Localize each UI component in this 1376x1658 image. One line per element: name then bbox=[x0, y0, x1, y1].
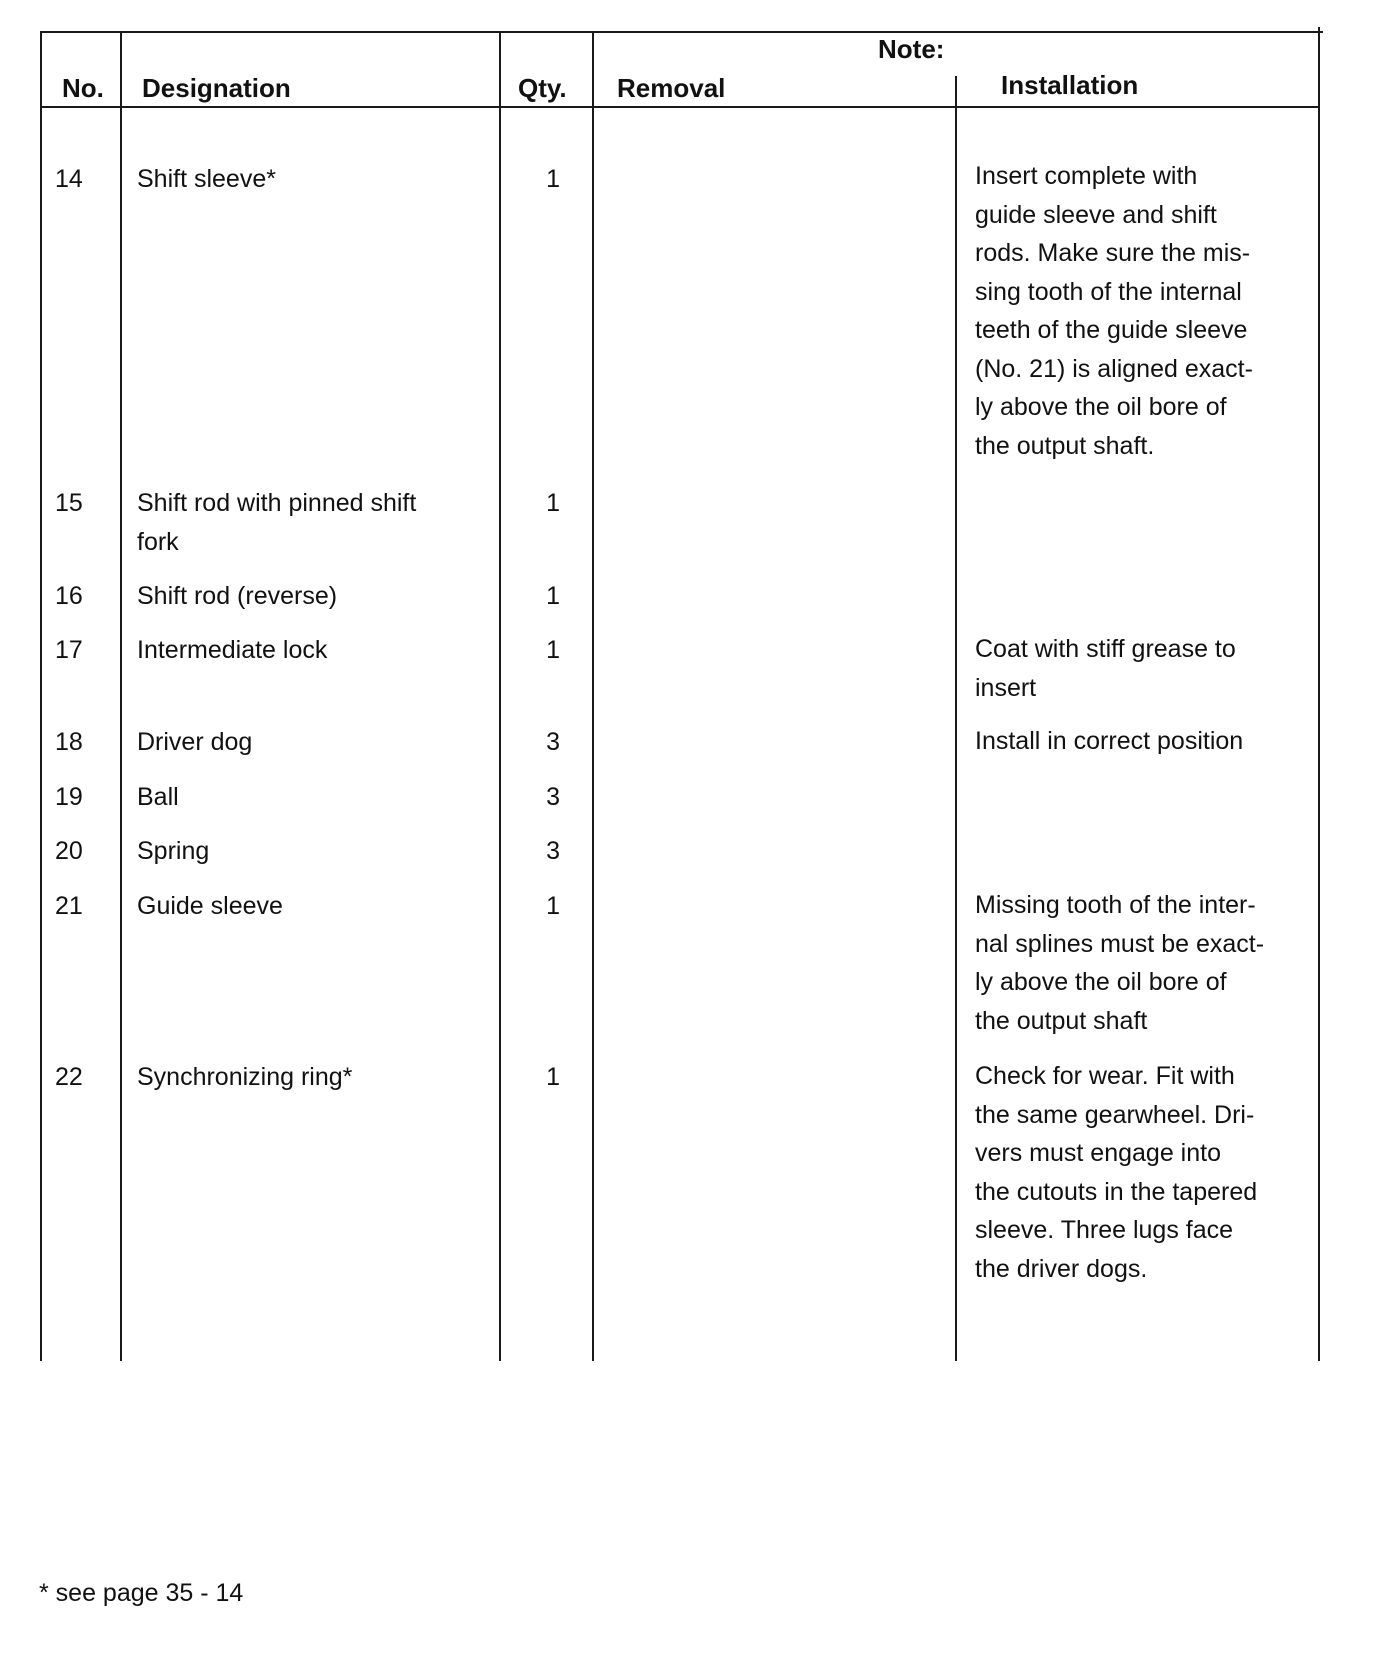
row-designation: Shift rod with pinned shift fork bbox=[137, 489, 417, 556]
header-qty: Qty. bbox=[518, 73, 567, 103]
column-divider-designation bbox=[499, 31, 501, 1361]
column-divider-removal bbox=[955, 76, 957, 1361]
row-no: 14 bbox=[55, 165, 83, 193]
row-installation: Coat with stiff grease to insert bbox=[975, 635, 1236, 702]
header-designation: Designation bbox=[142, 73, 291, 103]
row-installation: Install in correct position bbox=[975, 727, 1244, 755]
row-no: 16 bbox=[55, 582, 83, 610]
table-top-border bbox=[40, 31, 1323, 33]
header-no: No. bbox=[62, 73, 104, 103]
footnote: * see page 35 - 14 bbox=[39, 1579, 244, 1607]
row-qty: 1 bbox=[546, 489, 560, 517]
row-no: 19 bbox=[55, 783, 83, 811]
row-qty: 1 bbox=[546, 1063, 560, 1091]
row-installation: Insert complete with guide sleeve and shift rods. Make sure the mis- sing tooth of the internal teeth of the guide sleeve (No. 21) is aligned exact- ly above the oil bore of the output shaft. bbox=[975, 162, 1253, 460]
row-installation: Missing tooth of the inter- nal splines must be exact- ly above the oil bore of the output shaft bbox=[975, 891, 1265, 1035]
row-designation: Driver dog bbox=[137, 728, 253, 756]
row-qty: 3 bbox=[546, 837, 560, 865]
row-designation: Shift rod (reverse) bbox=[137, 582, 338, 610]
row-designation: Guide sleeve bbox=[137, 892, 283, 920]
row-no: 17 bbox=[55, 636, 83, 664]
header-removal: Removal bbox=[617, 73, 726, 103]
row-designation: Intermediate lock bbox=[137, 636, 328, 664]
row-designation: Synchronizing ring* bbox=[137, 1063, 353, 1091]
row-installation: Check for wear. Fit with the same gearwheel. Dri- vers must engage into the cutouts in the tapered sleeve. Three lugs face the driver dogs. bbox=[975, 1062, 1258, 1283]
row-no: 20 bbox=[55, 837, 83, 865]
header-note: Note: bbox=[878, 34, 945, 64]
row-no: 22 bbox=[55, 1063, 83, 1091]
row-designation: Spring bbox=[137, 837, 210, 865]
row-no: 21 bbox=[55, 892, 83, 920]
row-qty: 1 bbox=[546, 636, 560, 664]
header-installation: Installation bbox=[1001, 70, 1139, 100]
row-qty: 1 bbox=[546, 582, 560, 610]
row-qty: 3 bbox=[546, 783, 560, 811]
table-left-border bbox=[40, 31, 42, 1361]
row-no: 18 bbox=[55, 728, 83, 756]
column-divider-qty bbox=[592, 31, 594, 1361]
row-qty: 1 bbox=[546, 165, 560, 193]
table-header-border bbox=[40, 106, 1320, 108]
row-designation: Shift sleeve* bbox=[137, 165, 276, 193]
row-qty: 1 bbox=[546, 892, 560, 920]
row-qty: 3 bbox=[546, 728, 560, 756]
column-divider-no bbox=[120, 31, 122, 1361]
row-designation: Ball bbox=[137, 783, 179, 811]
row-no: 15 bbox=[55, 489, 83, 517]
